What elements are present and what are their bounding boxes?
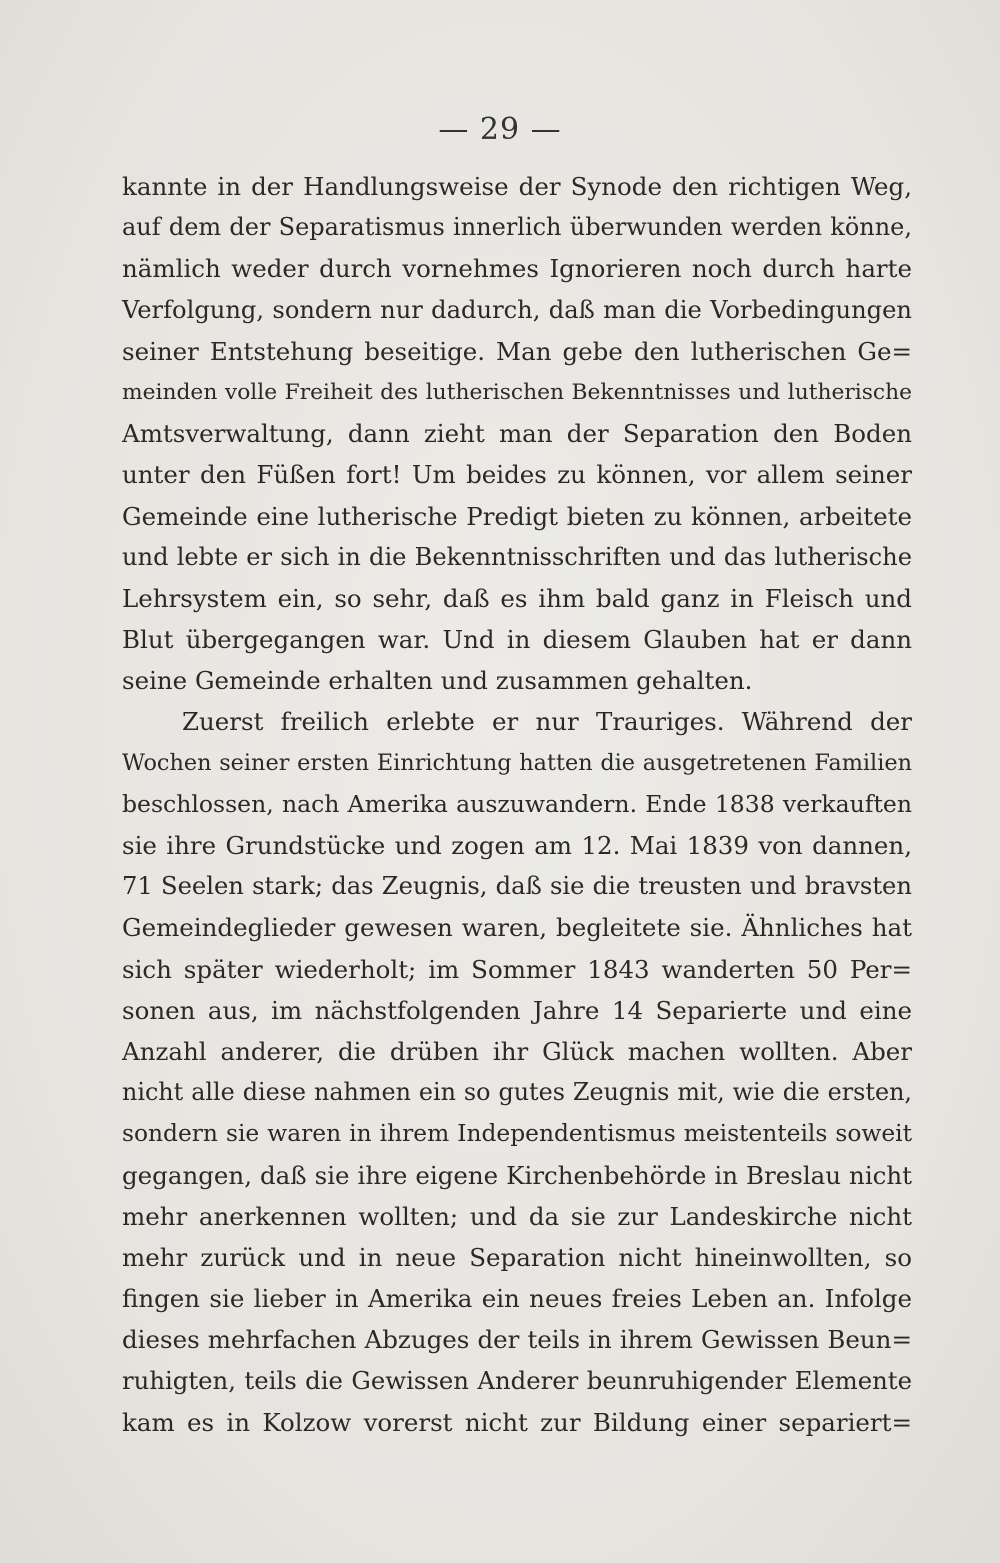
text-line: sondern sie waren in ihrem Independentismus meistenteils soweit: [122, 1119, 912, 1148]
text-line: dieses mehrfachen Abzuges der teils in ihrem Gewissen Beun=: [122, 1325, 912, 1355]
body-text: [122, 166, 912, 1443]
text-line: Amtsverwaltung, dann zieht man der Separation den Boden: [122, 419, 912, 449]
text-line: Zuerst freilich erlebte er nur Trauriges. Während der: [182, 707, 912, 737]
text-line: und lebte er sich in die Bekenntnisschriften und das lutherische: [122, 542, 912, 571]
text-line: mehr zurück und in neue Separation nicht hineinwollten, so: [122, 1242, 912, 1272]
text-line: ruhigten, teils die Gewissen Anderer beunruhigender Elemente: [122, 1366, 912, 1396]
text-line: Gemeindeglieder gewesen waren, begleitete sie. Ähnliches hat: [122, 913, 912, 943]
text-line: seiner Entstehung beseitige. Man gebe den lutherischen Ge=: [122, 336, 912, 366]
text-line: unter den Füßen fort! Um beides zu können, vor allem seiner: [122, 460, 912, 490]
text-line: sie ihre Grundstücke und zogen am 12. Mai 1839 von dannen,: [122, 831, 912, 860]
text-line: 71 Seelen stark; das Zeugnis, daß sie die treusten und bravsten: [122, 872, 912, 901]
text-line: gegangen, daß sie ihre eigene Kirchenbehörde in Breslau nicht: [122, 1160, 912, 1190]
text-line: mehr anerkennen wollten; und da sie zur Landeskirche nicht: [122, 1201, 912, 1231]
text-line: fingen sie lieber in Amerika ein neues freies Leben an. Infolge: [122, 1284, 912, 1314]
text-line: nämlich weder durch vornehmes Ignorieren noch durch harte: [122, 254, 912, 284]
text-line: Gemeinde eine lutherische Predigt bieten zu können, arbeitete: [122, 501, 912, 531]
text-line: auf dem der Separatismus innerlich überwunden werden könne,: [122, 213, 912, 242]
text-line: sonen aus, im nächstfolgenden Jahre 14 Separierte und eine: [122, 995, 912, 1025]
text-line: Wochen seiner ersten Einrichtung hatten die ausgetretenen Familien: [122, 749, 912, 776]
page-number: — 29 —: [438, 112, 562, 147]
text-line: seine Gemeinde erhalten und zusammen gehalten.: [122, 666, 753, 696]
text-line: Lehrsystem ein, so sehr, daß es ihm bald ganz in Fleisch und: [122, 583, 912, 613]
text-line: kam es in Kolzow vorerst nicht zur Bildung einer separiert=: [122, 1407, 912, 1437]
text-line: nicht alle diese nahmen ein so gutes Zeugnis mit, wie die ersten,: [122, 1078, 912, 1107]
text-line: Anzahl anderer, die drüben ihr Glück machen wollten. Aber: [122, 1036, 912, 1066]
text-line: Blut übergegangen war. Und in diesem Glauben hat er dann: [122, 625, 912, 655]
text-line: meinden volle Freiheit des lutherischen Bekenntnisses und lutherische: [122, 379, 912, 405]
text-line: sich später wiederholt; im Sommer 1843 wanderten 50 Per=: [122, 954, 912, 984]
text-line: Verfolgung, sondern nur dadurch, daß man die Vorbedingungen: [122, 295, 912, 324]
text-line: kannte in der Handlungsweise der Synode den richtigen Weg,: [122, 172, 912, 201]
text-line: beschlossen, nach Amerika auszuwandern. Ende 1838 verkauften: [122, 789, 912, 818]
